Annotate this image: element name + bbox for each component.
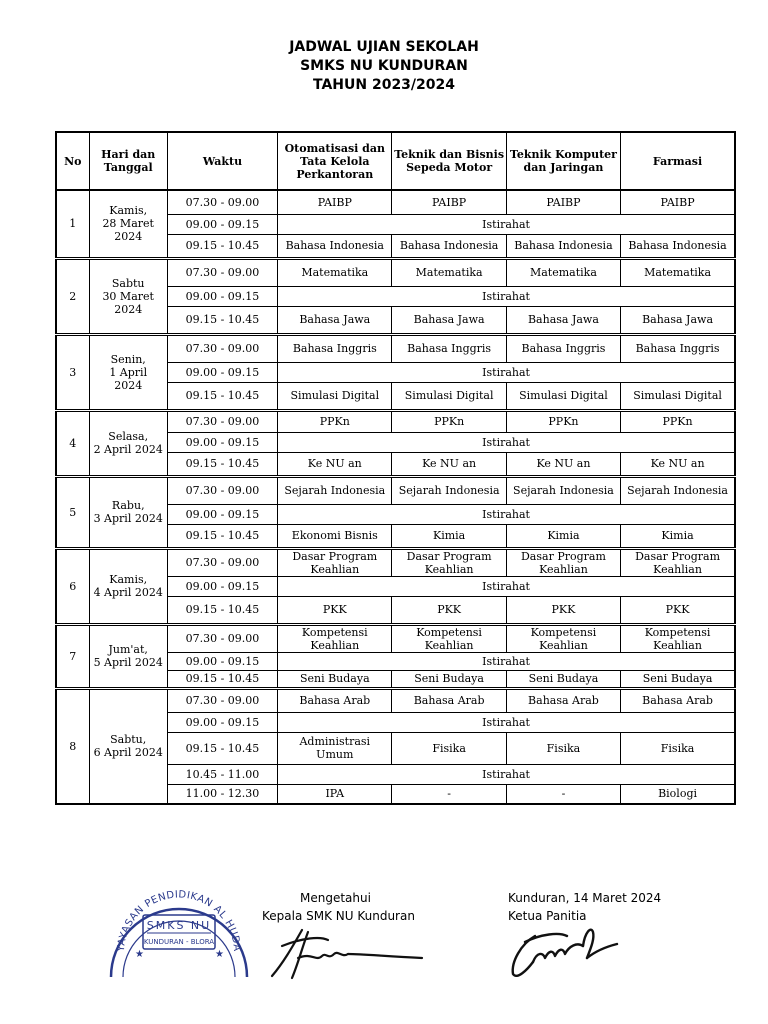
subject-cell: Dasar Program Keahlian — [392, 548, 506, 576]
time-slot: 07.30 - 09.00 — [167, 476, 277, 504]
stamp-center-line-2: KUNDURAN - BLORA — [143, 938, 215, 946]
row-number: 5 — [56, 476, 89, 548]
subject-cell: Ke NU an — [392, 452, 506, 476]
subject-cell: PKK — [392, 596, 506, 624]
subject-cell: Bahasa Jawa — [392, 306, 506, 334]
time-slot: 09.00 - 09.15 — [167, 504, 277, 524]
subject-cell: Ke NU an — [278, 452, 392, 476]
subject-cell: Dasar Program Keahlian — [278, 548, 392, 576]
break-cell: Istirahat — [278, 652, 735, 670]
break-cell: Istirahat — [278, 362, 735, 382]
subject-cell: Matematika — [506, 258, 620, 286]
day-group — [56, 624, 735, 688]
subject-cell: Bahasa Arab — [506, 688, 620, 712]
day-date: Sabtu, 6 April 2024 — [89, 688, 167, 804]
break-cell: Istirahat — [278, 214, 735, 234]
subject-cell: - — [506, 784, 620, 804]
time-slot: 09.15 - 10.45 — [167, 306, 277, 334]
subject-cell: Dasar Program Keahlian — [506, 548, 620, 576]
subject-cell: Sejarah Indonesia — [506, 476, 620, 504]
subject-cell: Seni Budaya — [621, 670, 735, 688]
table-row — [56, 410, 735, 432]
subject-cell: - — [392, 784, 506, 804]
day-date: Rabu, 3 April 2024 — [89, 476, 167, 548]
break-cell: Istirahat — [278, 764, 735, 784]
header-otomatisasi: Otomatisasi dan Tata Kelola Perkantoran — [278, 132, 392, 190]
school-stamp — [105, 877, 253, 987]
subject-cell: Seni Budaya — [278, 670, 392, 688]
subject-cell: Fisika — [621, 732, 735, 764]
table-row — [56, 548, 735, 576]
subject-cell: Bahasa Arab — [392, 688, 506, 712]
subject-cell: PAIBP — [506, 190, 620, 214]
time-slot: 09.15 - 10.45 — [167, 596, 277, 624]
subject-cell: Kimia — [621, 524, 735, 548]
subject-cell: Kompetensi Keahlian — [621, 624, 735, 652]
subject-cell: Ekonomi Bisnis — [278, 524, 392, 548]
header-no: No — [56, 132, 89, 190]
header-farmasi: Farmasi — [621, 132, 735, 190]
subject-cell: Fisika — [392, 732, 506, 764]
subject-cell: Administrasi Umum — [278, 732, 392, 764]
time-slot: 10.45 - 11.00 — [167, 764, 277, 784]
subject-cell: Matematika — [392, 258, 506, 286]
time-slot: 07.30 - 09.00 — [167, 548, 277, 576]
day-group — [56, 258, 735, 334]
break-cell: Istirahat — [278, 286, 735, 306]
subject-cell: Simulasi Digital — [392, 382, 506, 410]
header-hari: Hari dan Tanggal — [89, 132, 167, 190]
time-slot: 09.15 - 10.45 — [167, 234, 277, 258]
time-slot: 09.00 - 09.15 — [167, 362, 277, 382]
subject-cell: PPKn — [392, 410, 506, 432]
subject-cell: PKK — [278, 596, 392, 624]
row-number: 3 — [56, 334, 89, 410]
subject-cell: Sejarah Indonesia — [392, 476, 506, 504]
subject-cell: PAIBP — [278, 190, 392, 214]
time-slot: 09.00 - 09.15 — [167, 432, 277, 452]
time-slot: 09.15 - 10.45 — [167, 524, 277, 548]
time-slot: 07.30 - 09.00 — [167, 190, 277, 214]
table-header-row — [56, 132, 735, 190]
row-number: 8 — [56, 688, 89, 804]
day-group — [56, 548, 735, 624]
time-slot: 09.00 - 09.15 — [167, 286, 277, 306]
time-slot: 09.15 - 10.45 — [167, 670, 277, 688]
subject-cell: Matematika — [278, 258, 392, 286]
subject-cell: Bahasa Jawa — [278, 306, 392, 334]
subject-cell: Kompetensi Keahlian — [392, 624, 506, 652]
subject-cell: Kimia — [506, 524, 620, 548]
schedule-table — [55, 131, 736, 805]
subject-cell: Bahasa Indonesia — [278, 234, 392, 258]
day-date: Senin, 1 April 2024 — [89, 334, 167, 410]
subject-cell: Sejarah Indonesia — [621, 476, 735, 504]
time-slot: 09.15 - 10.45 — [167, 452, 277, 476]
time-slot: 09.15 - 10.45 — [167, 382, 277, 410]
day-group — [56, 190, 735, 258]
subject-cell: PPKn — [621, 410, 735, 432]
table-row — [56, 258, 735, 286]
break-cell: Istirahat — [278, 712, 735, 732]
subject-cell: Simulasi Digital — [621, 382, 735, 410]
subject-cell: PPKn — [278, 410, 392, 432]
day-date: Selasa, 2 April 2024 — [89, 410, 167, 476]
subject-cell: PAIBP — [621, 190, 735, 214]
day-group — [56, 410, 735, 476]
footer-left-line-2: Kepala SMK NU Kunduran — [262, 909, 415, 923]
day-date: Kamis, 28 Maret 2024 — [89, 190, 167, 258]
day-date: Sabtu 30 Maret 2024 — [89, 258, 167, 334]
subject-cell: Matematika — [621, 258, 735, 286]
subject-cell: Seni Budaya — [392, 670, 506, 688]
subject-cell: PAIBP — [392, 190, 506, 214]
subject-cell: Bahasa Inggris — [392, 334, 506, 362]
table-row — [56, 190, 735, 214]
chairman-signature — [505, 922, 620, 982]
day-date: Kamis, 4 April 2024 — [89, 548, 167, 624]
table-row — [56, 688, 735, 712]
stamp-star-icon: ★ — [215, 949, 224, 960]
time-slot: 07.30 - 09.00 — [167, 410, 277, 432]
title-line-2: SMKS NU KUNDURAN — [300, 58, 468, 74]
footer-right-line-2: Ketua Panitia — [508, 909, 587, 923]
time-slot: 07.30 - 09.00 — [167, 688, 277, 712]
time-slot: 09.00 - 09.15 — [167, 576, 277, 596]
subject-cell: Kimia — [392, 524, 506, 548]
subject-cell: Bahasa Arab — [621, 688, 735, 712]
header-waktu: Waktu — [167, 132, 277, 190]
subject-cell: Fisika — [506, 732, 620, 764]
title-line-1: JADWAL UJIAN SEKOLAH — [289, 39, 479, 55]
stamp-center-line-1: SMKS NU — [146, 919, 212, 932]
subject-cell: Bahasa Indonesia — [621, 234, 735, 258]
subject-cell: PKK — [506, 596, 620, 624]
subject-cell: PPKn — [506, 410, 620, 432]
time-slot: 09.00 - 09.15 — [167, 712, 277, 732]
row-number: 1 — [56, 190, 89, 258]
subject-cell: PKK — [621, 596, 735, 624]
time-slot: 09.00 - 09.15 — [167, 652, 277, 670]
stamp-star-icon: ★ — [135, 949, 144, 960]
header-teknik-komputer: Teknik Komputer dan Jaringan — [506, 132, 620, 190]
subject-cell: Kompetensi Keahlian — [506, 624, 620, 652]
subject-cell: Bahasa Inggris — [278, 334, 392, 362]
time-slot: 09.15 - 10.45 — [167, 732, 277, 764]
table-row — [56, 334, 735, 362]
title-line-3: TAHUN 2023/2024 — [312, 77, 456, 93]
subject-cell: Biologi — [621, 784, 735, 804]
subject-cell: Seni Budaya — [506, 670, 620, 688]
stamp-ring-text: YAYASAN PENDIDIKAN AL HUDA — [115, 889, 243, 952]
break-cell: Istirahat — [278, 432, 735, 452]
subject-cell: Simulasi Digital — [278, 382, 392, 410]
row-number: 2 — [56, 258, 89, 334]
subject-cell: Sejarah Indonesia — [278, 476, 392, 504]
subject-cell: Ke NU an — [506, 452, 620, 476]
subject-cell: Ke NU an — [621, 452, 735, 476]
subject-cell: Kompetensi Keahlian — [278, 624, 392, 652]
day-group — [56, 334, 735, 410]
principal-signature — [262, 924, 427, 982]
time-slot: 07.30 - 09.00 — [167, 258, 277, 286]
break-cell: Istirahat — [278, 504, 735, 524]
day-date: Jum'at, 5 April 2024 — [89, 624, 167, 688]
subject-cell: Bahasa Indonesia — [392, 234, 506, 258]
subject-cell: Bahasa Jawa — [621, 306, 735, 334]
time-slot: 11.00 - 12.30 — [167, 784, 277, 804]
subject-cell: Bahasa Arab — [278, 688, 392, 712]
subject-cell: Dasar Program Keahlian — [621, 548, 735, 576]
subject-cell: Simulasi Digital — [506, 382, 620, 410]
footer-right-line-1: Kunduran, 14 Maret 2024 — [508, 891, 662, 905]
subject-cell: Bahasa Inggris — [621, 334, 735, 362]
table-row — [56, 624, 735, 652]
subject-cell: Bahasa Indonesia — [506, 234, 620, 258]
time-slot: 07.30 - 09.00 — [167, 334, 277, 362]
time-slot: 09.00 - 09.15 — [167, 214, 277, 234]
row-number: 6 — [56, 548, 89, 624]
table-row — [56, 476, 735, 504]
row-number: 4 — [56, 410, 89, 476]
day-group — [56, 476, 735, 548]
subject-cell: Bahasa Jawa — [506, 306, 620, 334]
footer-left-line-1: Mengetahui — [300, 891, 371, 905]
day-group — [56, 688, 735, 804]
break-cell: Istirahat — [278, 576, 735, 596]
time-slot: 07.30 - 09.00 — [167, 624, 277, 652]
header-teknik-sepeda-motor: Teknik dan Bisnis Sepeda Motor — [392, 132, 506, 190]
row-number: 7 — [56, 624, 89, 688]
subject-cell: IPA — [278, 784, 392, 804]
subject-cell: Bahasa Inggris — [506, 334, 620, 362]
